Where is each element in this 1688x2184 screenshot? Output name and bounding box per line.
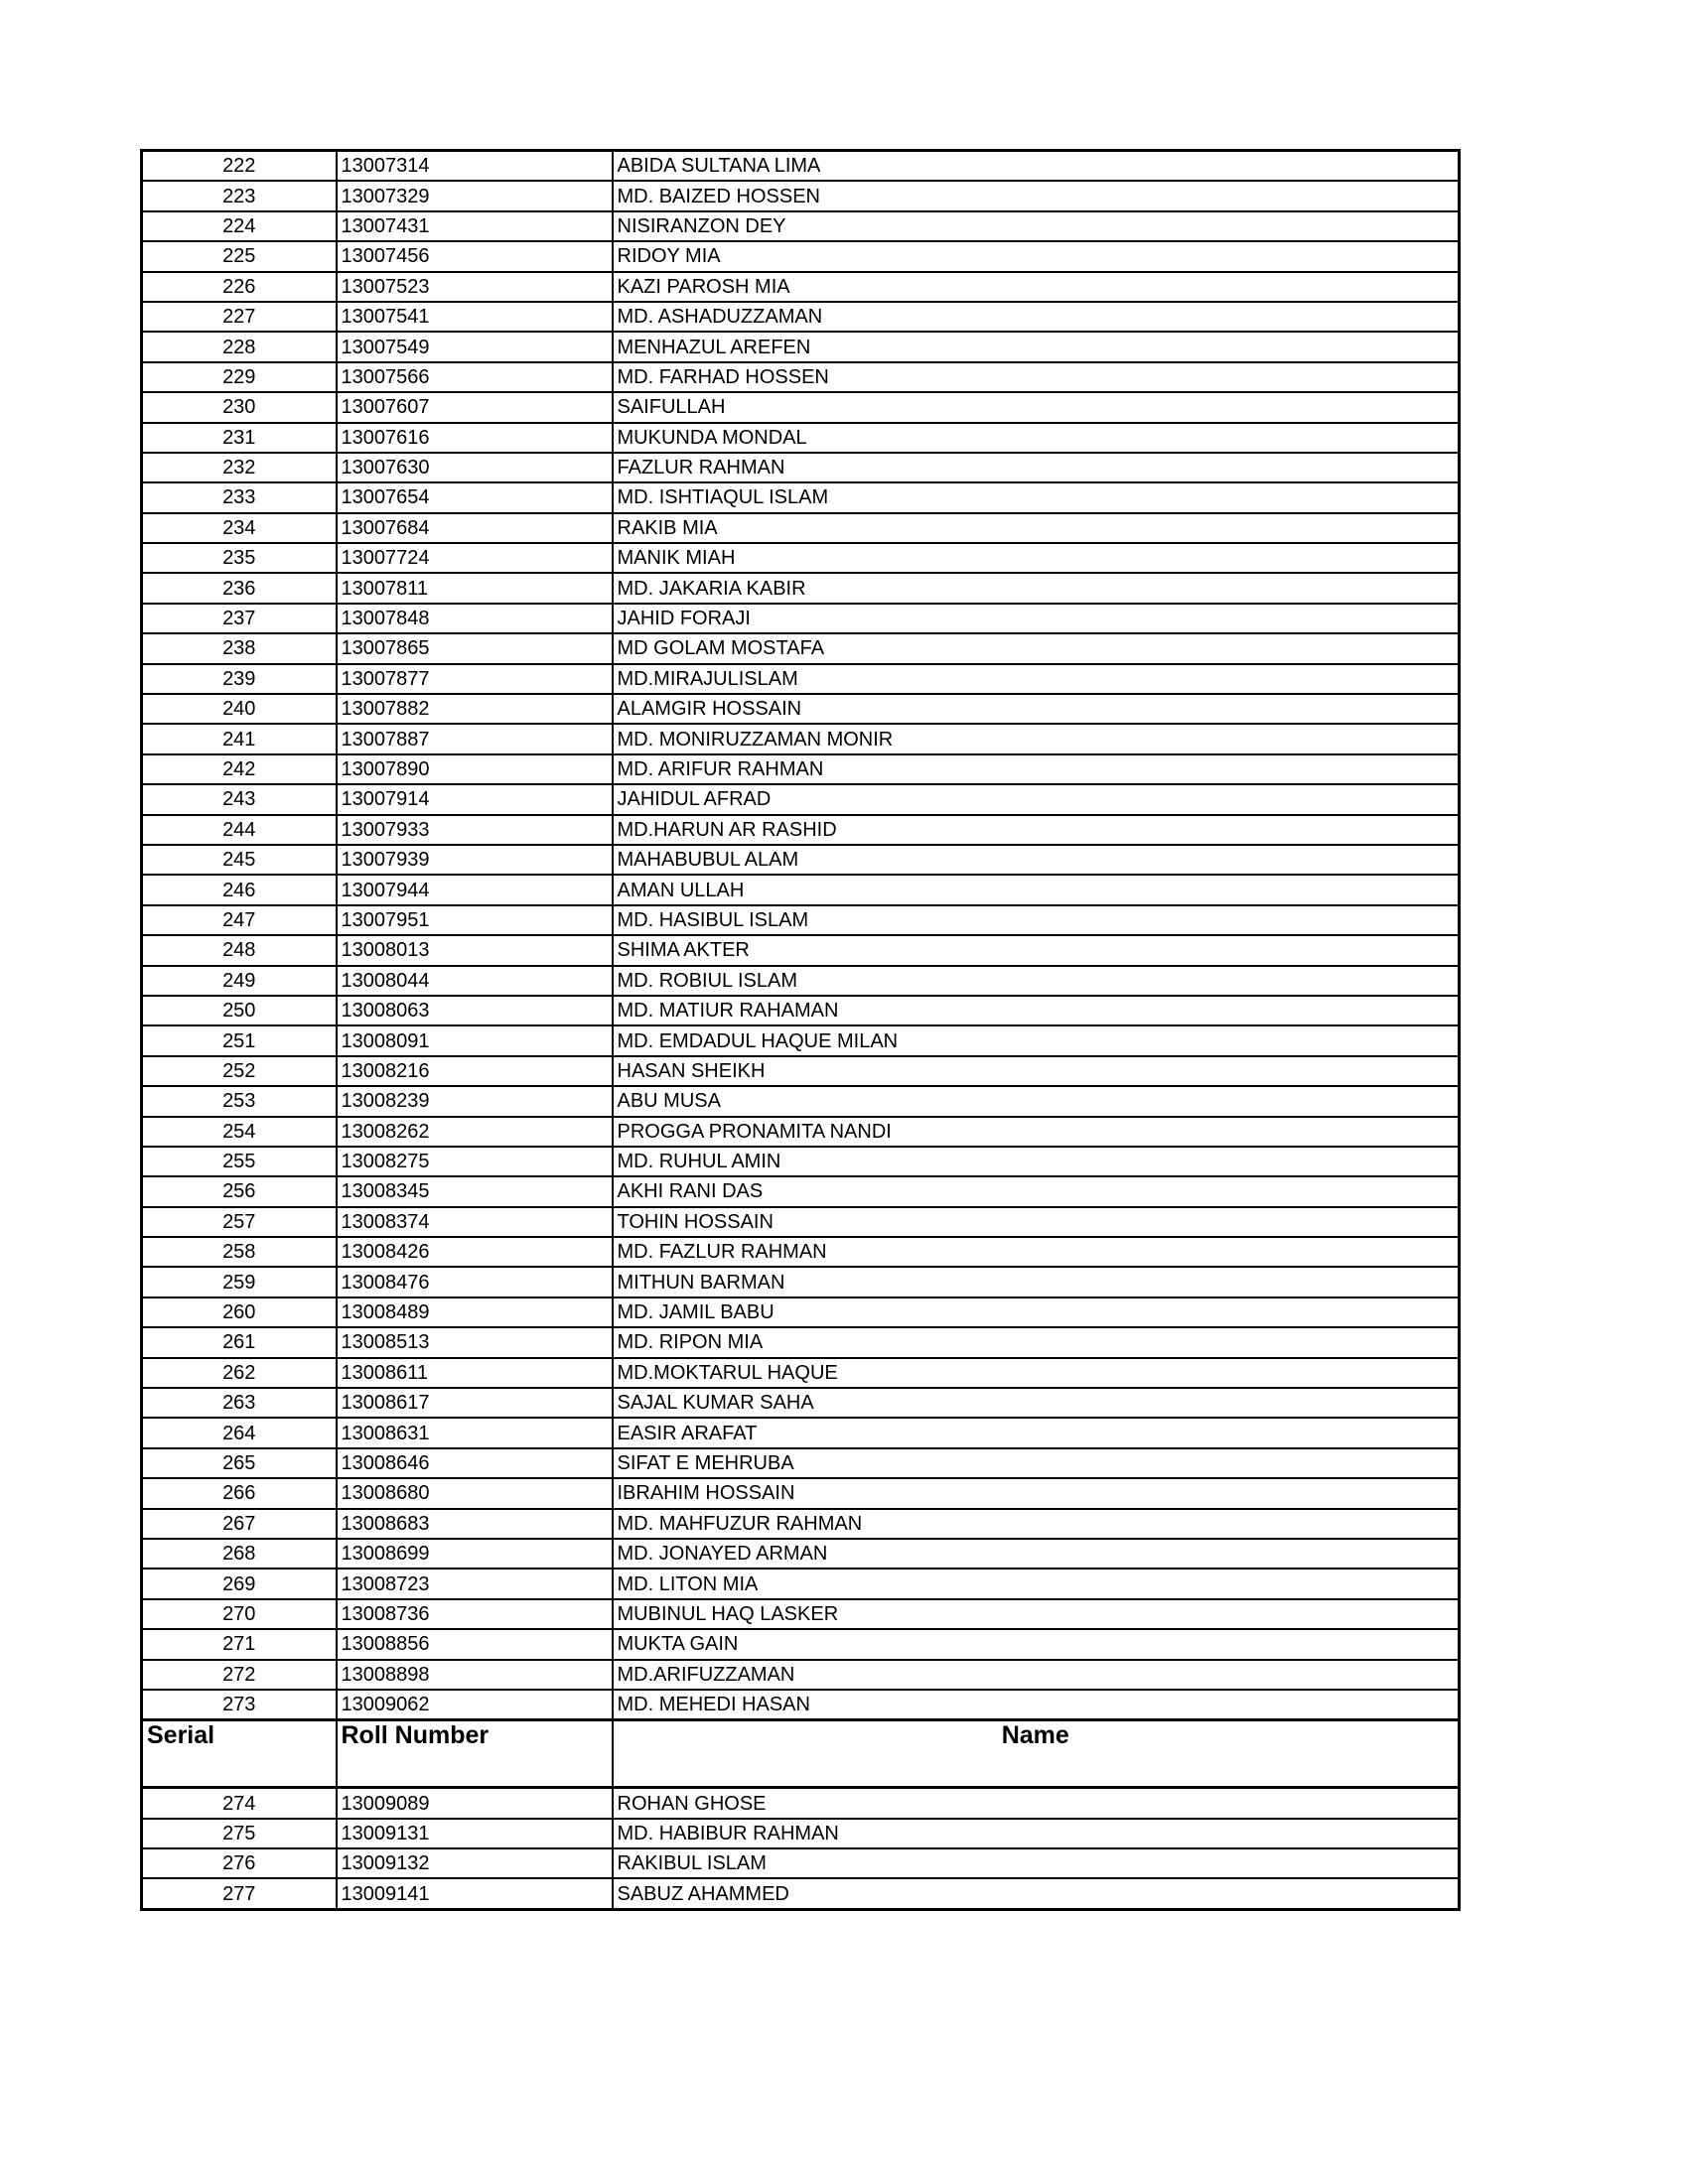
serial-cell: 230	[142, 392, 337, 422]
name-cell: MD. JAMIL BABU	[613, 1297, 1460, 1327]
name-cell: MD. RIPON MIA	[613, 1327, 1460, 1357]
column-header-row	[142, 1720, 1460, 1788]
roll-number-cell: 13007848	[337, 604, 613, 633]
serial-cell: 264	[142, 1418, 337, 1447]
name-cell: MD. MAHFUZUR RAHMAN	[613, 1509, 1460, 1539]
roll-number-cell: 13007541	[337, 302, 613, 332]
table-body-lower	[142, 1788, 1460, 1910]
name-cell: RAKIBUL ISLAM	[613, 1848, 1460, 1878]
roll-number-cell: 13008723	[337, 1569, 613, 1598]
name-cell: MD.HARUN AR RASHID	[613, 815, 1460, 845]
name-cell: MD. ARIFUR RAHMAN	[613, 754, 1460, 784]
table-row	[142, 1878, 1460, 1909]
table-body-upper	[142, 151, 1460, 1720]
table-row	[142, 694, 1460, 724]
roll-number-cell: 13007314	[337, 151, 613, 182]
table-row	[142, 1448, 1460, 1478]
serial-cell: 250	[142, 996, 337, 1025]
name-cell: MD. JAKARIA KABIR	[613, 573, 1460, 603]
roll-number-cell: 13008513	[337, 1327, 613, 1357]
name-cell: JAHID FORAJI	[613, 604, 1460, 633]
serial-cell: 238	[142, 633, 337, 663]
table-row	[142, 604, 1460, 633]
serial-cell: 236	[142, 573, 337, 603]
table-row	[142, 181, 1460, 210]
table-row	[142, 1539, 1460, 1569]
serial-cell: 259	[142, 1267, 337, 1297]
serial-cell: 227	[142, 302, 337, 332]
table-row	[142, 754, 1460, 784]
roll-number-cell: 13008345	[337, 1176, 613, 1206]
serial-cell: 277	[142, 1878, 337, 1909]
serial-cell: 269	[142, 1569, 337, 1598]
name-cell: KAZI PAROSH MIA	[613, 272, 1460, 302]
serial-cell: 254	[142, 1117, 337, 1147]
roll-number-cell: 13007549	[337, 332, 613, 361]
roll-number-cell: 13008617	[337, 1388, 613, 1418]
table-row	[142, 1599, 1460, 1629]
table-row	[142, 272, 1460, 302]
table-row	[142, 423, 1460, 453]
table-row	[142, 302, 1460, 332]
roll-number-cell: 13008044	[337, 966, 613, 996]
serial-cell: 253	[142, 1086, 337, 1116]
name-cell: MD. EMDADUL HAQUE MILAN	[613, 1025, 1460, 1055]
name-cell: MD. ASHADUZZAMAN	[613, 302, 1460, 332]
roll-number-cell: 13007431	[337, 211, 613, 241]
roll-number-cell: 13008476	[337, 1267, 613, 1297]
serial-cell: 267	[142, 1509, 337, 1539]
table-row	[142, 241, 1460, 271]
name-cell: MD.ARIFUZZAMAN	[613, 1660, 1460, 1690]
name-cell: MD. ROBIUL ISLAM	[613, 966, 1460, 996]
table-row	[142, 784, 1460, 814]
table-row	[142, 1117, 1460, 1147]
serial-cell: 242	[142, 754, 337, 784]
name-cell: MUKTA GAIN	[613, 1629, 1460, 1659]
table-row	[142, 664, 1460, 694]
roll-number-cell: 13007877	[337, 664, 613, 694]
name-cell: MD. MONIRUZZAMAN MONIR	[613, 724, 1460, 753]
roll-number-cell: 13008426	[337, 1237, 613, 1267]
table-row	[142, 724, 1460, 753]
table-row	[142, 815, 1460, 845]
table-row	[142, 996, 1460, 1025]
table-row	[142, 1478, 1460, 1508]
serial-cell: 222	[142, 151, 337, 182]
name-cell: SAIFULLAH	[613, 392, 1460, 422]
roll-number-cell: 13007684	[337, 513, 613, 543]
roll-number-cell: 13008680	[337, 1478, 613, 1508]
name-cell: ABU MUSA	[613, 1086, 1460, 1116]
name-cell: JAHIDUL AFRAD	[613, 784, 1460, 814]
table-row	[142, 875, 1460, 904]
serial-cell: 246	[142, 875, 337, 904]
name-cell: AMAN ULLAH	[613, 875, 1460, 904]
serial-cell: 265	[142, 1448, 337, 1478]
column-header-name: Name	[613, 1720, 1460, 1788]
serial-cell: 233	[142, 482, 337, 512]
column-header-serial: Serial	[142, 1720, 337, 1788]
serial-cell: 274	[142, 1788, 337, 1819]
table-row	[142, 1418, 1460, 1447]
table-row	[142, 1388, 1460, 1418]
name-cell: PROGGA PRONAMITA NANDI	[613, 1117, 1460, 1147]
roll-number-cell: 13007944	[337, 875, 613, 904]
roll-number-cell: 13007882	[337, 694, 613, 724]
table-row	[142, 1848, 1460, 1878]
roll-number-cell: 13007630	[337, 453, 613, 482]
name-cell: TOHIN HOSSAIN	[613, 1207, 1460, 1237]
table-row	[142, 1819, 1460, 1848]
serial-cell: 244	[142, 815, 337, 845]
serial-cell: 271	[142, 1629, 337, 1659]
name-cell: AKHI RANI DAS	[613, 1176, 1460, 1206]
roll-number-cell: 13007654	[337, 482, 613, 512]
roll-number-cell: 13007607	[337, 392, 613, 422]
table-row	[142, 513, 1460, 543]
table-row	[142, 1569, 1460, 1598]
roll-number-cell: 13007951	[337, 905, 613, 935]
roll-number-cell: 13009131	[337, 1819, 613, 1848]
table-row	[142, 332, 1460, 361]
name-cell: MD. BAIZED HOSSEN	[613, 181, 1460, 210]
serial-cell: 272	[142, 1660, 337, 1690]
serial-cell: 268	[142, 1539, 337, 1569]
table-row	[142, 211, 1460, 241]
serial-cell: 243	[142, 784, 337, 814]
table-row	[142, 1690, 1460, 1720]
roll-number-cell: 13009062	[337, 1690, 613, 1720]
name-cell: SHIMA AKTER	[613, 935, 1460, 965]
roll-number-cell: 13007329	[337, 181, 613, 210]
name-cell: MD. FAZLUR RAHMAN	[613, 1237, 1460, 1267]
serial-cell: 255	[142, 1147, 337, 1176]
name-cell: MITHUN BARMAN	[613, 1267, 1460, 1297]
serial-cell: 247	[142, 905, 337, 935]
roll-number-cell: 13007456	[337, 241, 613, 271]
serial-cell: 275	[142, 1819, 337, 1848]
name-cell: ROHAN GHOSE	[613, 1788, 1460, 1819]
candidate-table	[140, 149, 1461, 1911]
name-cell: MD.MOKTARUL HAQUE	[613, 1358, 1460, 1388]
table-row	[142, 1207, 1460, 1237]
serial-cell: 235	[142, 543, 337, 573]
roll-number-cell: 13008239	[337, 1086, 613, 1116]
name-cell: MD GOLAM MOSTAFA	[613, 633, 1460, 663]
table-row	[142, 392, 1460, 422]
serial-cell: 266	[142, 1478, 337, 1508]
roll-number-cell: 13008013	[337, 935, 613, 965]
name-cell: MUBINUL HAQ LASKER	[613, 1599, 1460, 1629]
roll-number-cell: 13007939	[337, 845, 613, 875]
roll-number-cell: 13007724	[337, 543, 613, 573]
name-cell: MD. RUHUL AMIN	[613, 1147, 1460, 1176]
table-row	[142, 573, 1460, 603]
roll-number-cell: 13008736	[337, 1599, 613, 1629]
serial-cell: 239	[142, 664, 337, 694]
name-cell: IBRAHIM HOSSAIN	[613, 1478, 1460, 1508]
roll-number-cell: 13008063	[337, 996, 613, 1025]
table-row	[142, 453, 1460, 482]
roll-number-cell: 13008856	[337, 1629, 613, 1659]
table-row	[142, 543, 1460, 573]
roll-number-cell: 13007616	[337, 423, 613, 453]
roll-number-cell: 13008898	[337, 1660, 613, 1690]
name-cell: ALAMGIR HOSSAIN	[613, 694, 1460, 724]
serial-cell: 240	[142, 694, 337, 724]
name-cell: EASIR ARAFAT	[613, 1418, 1460, 1447]
serial-cell: 237	[142, 604, 337, 633]
roll-number-cell: 13008631	[337, 1418, 613, 1447]
table-row	[142, 905, 1460, 935]
roll-number-cell: 13009132	[337, 1848, 613, 1878]
table-row	[142, 1267, 1460, 1297]
name-cell: MD. LITON MIA	[613, 1569, 1460, 1598]
serial-cell: 276	[142, 1848, 337, 1878]
serial-cell: 261	[142, 1327, 337, 1357]
roll-number-cell: 13007890	[337, 754, 613, 784]
name-cell: ABIDA SULTANA LIMA	[613, 151, 1460, 182]
name-cell: MAHABUBUL ALAM	[613, 845, 1460, 875]
name-cell: RIDOY MIA	[613, 241, 1460, 271]
name-cell: HASAN SHEIKH	[613, 1056, 1460, 1086]
serial-cell: 224	[142, 211, 337, 241]
roll-number-cell: 13008699	[337, 1539, 613, 1569]
serial-cell: 273	[142, 1690, 337, 1720]
serial-cell: 229	[142, 362, 337, 392]
name-cell: SABUZ AHAMMED	[613, 1878, 1460, 1909]
table-row	[142, 1327, 1460, 1357]
serial-cell: 251	[142, 1025, 337, 1055]
name-cell: MENHAZUL AREFEN	[613, 332, 1460, 361]
table-row	[142, 151, 1460, 182]
table-row	[142, 633, 1460, 663]
serial-cell: 223	[142, 181, 337, 210]
name-cell: RAKIB MIA	[613, 513, 1460, 543]
name-cell: MD. HASIBUL ISLAM	[613, 905, 1460, 935]
name-cell: MD. ISHTIAQUL ISLAM	[613, 482, 1460, 512]
serial-cell: 245	[142, 845, 337, 875]
serial-cell: 258	[142, 1237, 337, 1267]
name-cell: NISIRANZON DEY	[613, 211, 1460, 241]
roll-number-cell: 13008646	[337, 1448, 613, 1478]
serial-cell: 249	[142, 966, 337, 996]
table-row	[142, 1086, 1460, 1116]
roll-number-cell: 13008091	[337, 1025, 613, 1055]
table-row	[142, 1358, 1460, 1388]
roll-number-cell: 13007914	[337, 784, 613, 814]
table-row	[142, 845, 1460, 875]
roll-number-cell: 13009089	[337, 1788, 613, 1819]
name-cell: SIFAT E MEHRUBA	[613, 1448, 1460, 1478]
table-row	[142, 1147, 1460, 1176]
roll-number-cell: 13008374	[337, 1207, 613, 1237]
table-row	[142, 1056, 1460, 1086]
name-cell: MD. FARHAD HOSSEN	[613, 362, 1460, 392]
table-row	[142, 1025, 1460, 1055]
table-row	[142, 1297, 1460, 1327]
name-cell: MD.MIRAJULISLAM	[613, 664, 1460, 694]
roll-number-cell: 13009141	[337, 1878, 613, 1909]
name-cell: MD. HABIBUR RAHMAN	[613, 1819, 1460, 1848]
roll-number-cell: 13007566	[337, 362, 613, 392]
roll-number-cell: 13007811	[337, 573, 613, 603]
column-header-roll-number: Roll Number	[337, 1720, 613, 1788]
name-cell: SAJAL KUMAR SAHA	[613, 1388, 1460, 1418]
table-row	[142, 1660, 1460, 1690]
table-row	[142, 362, 1460, 392]
table-row	[142, 1237, 1460, 1267]
roll-number-cell: 13007523	[337, 272, 613, 302]
serial-cell: 252	[142, 1056, 337, 1086]
serial-cell: 228	[142, 332, 337, 361]
serial-cell: 270	[142, 1599, 337, 1629]
serial-cell: 248	[142, 935, 337, 965]
table-row	[142, 935, 1460, 965]
name-cell: MANIK MIAH	[613, 543, 1460, 573]
serial-cell: 262	[142, 1358, 337, 1388]
serial-cell: 232	[142, 453, 337, 482]
table-row	[142, 1176, 1460, 1206]
roll-number-cell: 13007933	[337, 815, 613, 845]
serial-cell: 231	[142, 423, 337, 453]
roll-number-cell: 13008683	[337, 1509, 613, 1539]
roll-number-cell: 13008489	[337, 1297, 613, 1327]
roll-number-cell: 13008275	[337, 1147, 613, 1176]
table-row	[142, 1509, 1460, 1539]
name-cell: MUKUNDA MONDAL	[613, 423, 1460, 453]
serial-cell: 241	[142, 724, 337, 753]
serial-cell: 226	[142, 272, 337, 302]
table-row	[142, 1629, 1460, 1659]
table-row	[142, 1788, 1460, 1819]
table-header-group	[142, 1720, 1460, 1788]
roll-number-cell: 13007865	[337, 633, 613, 663]
serial-cell: 256	[142, 1176, 337, 1206]
roll-number-cell: 13008262	[337, 1117, 613, 1147]
roll-number-cell: 13008611	[337, 1358, 613, 1388]
serial-cell: 257	[142, 1207, 337, 1237]
serial-cell: 263	[142, 1388, 337, 1418]
roll-number-cell: 13007887	[337, 724, 613, 753]
roll-number-cell: 13008216	[337, 1056, 613, 1086]
name-cell: FAZLUR RAHMAN	[613, 453, 1460, 482]
serial-cell: 225	[142, 241, 337, 271]
serial-cell: 260	[142, 1297, 337, 1327]
name-cell: MD. MATIUR RAHAMAN	[613, 996, 1460, 1025]
table-row	[142, 482, 1460, 512]
table-row	[142, 966, 1460, 996]
name-cell: MD. MEHEDI HASAN	[613, 1690, 1460, 1720]
serial-cell: 234	[142, 513, 337, 543]
name-cell: MD. JONAYED ARMAN	[613, 1539, 1460, 1569]
